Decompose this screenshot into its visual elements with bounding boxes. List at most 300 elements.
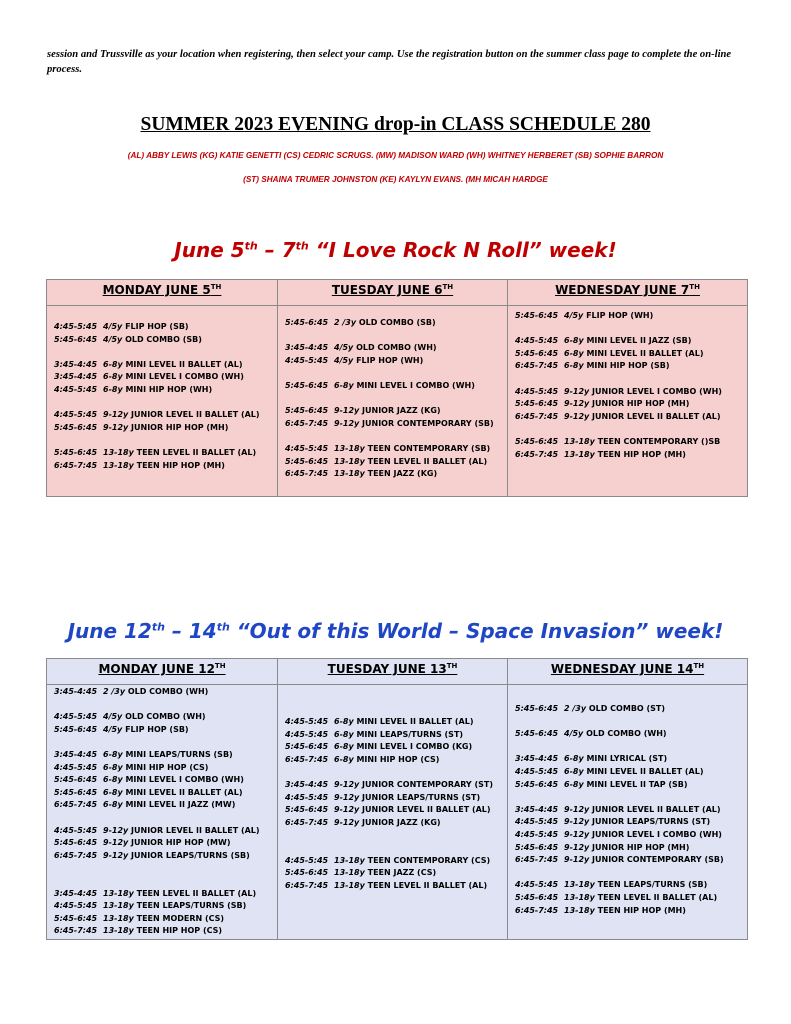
class-age: 9-12y [334, 406, 360, 416]
class-name: OLD COMBO (WH) [356, 343, 437, 353]
class-entry [48, 422, 276, 435]
class-age: 13-18y [334, 880, 365, 890]
class-entry [509, 905, 746, 918]
class-time: 5:45-6:45 [54, 838, 98, 848]
class-name: JUNIOR CONTEMPORARY (SB) [592, 855, 724, 865]
spacer [279, 842, 506, 855]
class-name: TEEN JAZZ (CS) [367, 868, 437, 878]
class-time: 5:45-6:45 [285, 456, 329, 466]
class-entry [509, 436, 746, 449]
page-title: SUMMER 2023 EVENING drop-in CLASS SCHEDULE 280 [140, 114, 651, 135]
class-name: JUNIOR LEVEL II BALLET (AL) [592, 411, 721, 421]
spacer [48, 875, 276, 888]
class-name: JUNIOR LEVEL II BALLET (AL) [131, 825, 260, 835]
class-age: 9-12y [334, 805, 360, 815]
class-entry [279, 779, 506, 792]
class-entry [48, 925, 276, 938]
class-name: JUNIOR LEVEL I COMBO (WH) [592, 386, 722, 396]
class-time: 4:45-5:45 [54, 762, 98, 772]
class-entry [279, 741, 506, 754]
class-age: 2 /3y [564, 704, 587, 713]
class-age: 13-18y [103, 913, 134, 923]
class-age: 6-8y [103, 372, 123, 382]
class-age: 6-8y [103, 762, 123, 772]
class-name: OLD COMBO (ST) [588, 704, 666, 713]
class-name: TEEN HIP HOP (CS) [136, 926, 223, 936]
class-entry [509, 386, 746, 399]
class-name: JUNIOR LEAPS/TURNS (ST) [362, 792, 481, 802]
class-entry [509, 766, 746, 779]
class-time: 4:45-5:45 [285, 855, 329, 865]
class-name: JUNIOR HIP HOP (MH) [592, 399, 690, 409]
class-age: 9-12y [564, 855, 590, 865]
class-entry [279, 729, 506, 742]
class-entry [48, 321, 276, 334]
week1-title: June 5th – 7th “I Love Rock N Roll” week! [174, 238, 617, 262]
class-entry [509, 842, 746, 855]
class-name: OLD COMBO (WH) [125, 712, 206, 722]
class-name: JUNIOR LEVEL I COMBO (WH) [592, 829, 722, 839]
class-time: 4:45-5:45 [54, 384, 98, 394]
class-entry [48, 359, 276, 372]
class-entry [279, 355, 506, 368]
class-age: 13-18y [334, 443, 365, 453]
week2-tuesday-cell [278, 685, 508, 940]
class-name: TEEN HIP HOP (MH) [597, 905, 686, 915]
spacer [509, 741, 746, 754]
class-time: 5:45-6:45 [54, 724, 98, 734]
class-age: 9-12y [564, 399, 590, 409]
class-age: 9-12y [334, 418, 360, 428]
week2-day-header: WEDNESDAY JUNE 14TH [508, 659, 748, 685]
class-age: 9-12y [564, 386, 590, 396]
class-age: 4/5y [564, 729, 584, 739]
class-entry [48, 762, 276, 775]
class-entry [279, 456, 506, 469]
week2-schedule-table [46, 658, 748, 940]
class-entry [509, 728, 746, 741]
class-time: 5:45-6:45 [515, 779, 559, 789]
class-time: 6:45-7:45 [285, 880, 329, 890]
class-age: 6-8y [334, 729, 354, 739]
class-entry [48, 888, 276, 901]
class-time: 3:45-4:45 [54, 888, 98, 898]
class-time: 6:45-7:45 [515, 855, 559, 865]
class-time: 5:45-6:45 [515, 729, 559, 739]
class-name: FLIP HOP (WH) [586, 311, 654, 320]
class-entry [48, 711, 276, 724]
class-entry [48, 409, 276, 422]
class-entry [48, 371, 276, 384]
class-name: MINI LEVEL II BALLET (AL) [125, 787, 243, 797]
class-entry [279, 754, 506, 767]
class-age: 9-12y [334, 817, 360, 827]
class-time: 3:45-4:45 [515, 804, 559, 814]
class-time: 6:45-7:45 [285, 817, 329, 827]
class-name: OLD COMBO (SB) [358, 318, 436, 327]
spacer [509, 867, 746, 880]
class-time: 5:45-6:45 [285, 868, 329, 878]
class-entry [509, 335, 746, 348]
class-time: 4:45-5:45 [285, 717, 329, 726]
intro-text: session and Trussville as your location when registering, then select your camp. Use the registration button on the summer class page to complete the on-line process. [47, 49, 732, 75]
class-time: 4:45-5:45 [515, 766, 559, 776]
class-time: 5:45-6:45 [515, 704, 559, 713]
class-name: MINI LEVEL II BALLET (AL) [586, 348, 704, 358]
class-age: 6-8y [564, 754, 584, 764]
class-entry [509, 829, 746, 842]
class-age: 13-18y [103, 926, 134, 936]
class-name: TEEN LEVEL II BALLET (AL) [367, 880, 488, 890]
class-name: TEEN LEAPS/TURNS (SB) [136, 901, 247, 911]
class-entry [48, 913, 276, 926]
class-entry [509, 753, 746, 766]
spacer [509, 373, 746, 386]
week2-monday-cell [47, 685, 278, 940]
class-entry [509, 779, 746, 792]
class-entry [509, 854, 746, 867]
spacer [279, 330, 506, 343]
class-time: 5:45-6:45 [285, 406, 329, 416]
class-name: JUNIOR LEVEL II BALLET (AL) [592, 804, 721, 814]
class-time: 5:45-6:45 [285, 805, 329, 815]
class-name: OLD COMBO (SB) [125, 334, 202, 344]
class-entry [279, 867, 506, 880]
spacer [279, 393, 506, 406]
class-entry [279, 880, 506, 893]
class-age: 9-12y [564, 411, 590, 421]
class-time: 4:45-5:45 [515, 817, 559, 827]
class-name: JUNIOR CONTEMPORARY (SB) [362, 418, 494, 428]
class-entry [279, 716, 506, 729]
class-age: 2 /3y [103, 687, 126, 696]
class-age: 6-8y [103, 775, 123, 785]
spacer [509, 423, 746, 436]
week2-day-header: MONDAY JUNE 12TH [47, 659, 278, 685]
class-name: TEEN MODERN (CS) [136, 913, 225, 923]
class-name: MINI LEVEL I COMBO (WH) [356, 380, 475, 390]
class-entry [279, 380, 506, 393]
class-name: TEEN LEVEL II BALLET (AL) [136, 447, 257, 457]
class-name: OLD COMBO (WH) [586, 729, 667, 739]
class-entry [48, 787, 276, 800]
class-name: JUNIOR JAZZ (KG) [362, 817, 441, 827]
class-age: 9-12y [334, 779, 360, 789]
class-name: MINI HIP HOP (CS) [356, 754, 440, 764]
class-time: 5:45-6:45 [54, 913, 98, 923]
class-time: 5:45-6:45 [515, 842, 559, 852]
class-age: 6-8y [103, 749, 123, 759]
class-age: 6-8y [334, 742, 354, 752]
class-age: 6-8y [103, 787, 123, 797]
class-time: 4:45-5:45 [515, 386, 559, 396]
class-entry [279, 418, 506, 431]
class-age: 9-12y [564, 817, 590, 827]
class-age: 9-12y [564, 804, 590, 814]
class-entry [279, 792, 506, 805]
class-age: 4/5y [334, 355, 354, 365]
class-age: 6-8y [564, 361, 584, 371]
class-age: 13-18y [564, 436, 595, 446]
class-age: 9-12y [334, 792, 360, 802]
week1-day-header: WEDNESDAY JUNE 7TH [508, 280, 748, 306]
class-time: 4:45-5:45 [54, 901, 98, 911]
class-name: TEEN CONTEMPORARY (SB) [367, 443, 491, 453]
spacer [48, 397, 276, 410]
class-time: 4:45-5:45 [285, 792, 329, 802]
class-time: 4:45-5:45 [515, 880, 559, 890]
class-entry [279, 817, 506, 830]
class-age: 13-18y [334, 469, 365, 479]
class-time: 4:45-5:45 [285, 355, 329, 365]
class-age: 9-12y [103, 410, 129, 420]
spacer [48, 812, 276, 825]
class-name: MINI LEVEL II JAZZ (SB) [586, 336, 692, 346]
teachers-line-1: (AL) ABBY LEWIS (KG) KATIE GENETTI (CS) CEDRIC SCRUGS. (MW) MADISON WARD (WH) WHITNEY HERBERET (SB) SOPHIE BARRON [127, 151, 664, 160]
class-age: 6-8y [103, 384, 123, 394]
class-time: 6:45-7:45 [515, 449, 559, 459]
spacer [48, 862, 276, 875]
class-name: TEEN HIP HOP (MH) [136, 460, 225, 470]
class-name: TEEN HIP HOP (MH) [597, 449, 686, 459]
class-age: 13-18y [103, 460, 134, 470]
week2-wednesday-cell [508, 685, 748, 940]
class-name: MINI HIP HOP (SB) [586, 361, 670, 371]
class-name: JUNIOR LEVEL II BALLET (AL) [362, 805, 491, 815]
class-time: 6:45-7:45 [285, 418, 329, 428]
class-name: MINI LEAPS/TURNS (ST) [356, 729, 464, 739]
class-entry [509, 348, 746, 361]
week2-title: June 12th – 14th “Out of this World – Space Invasion” week! [67, 619, 724, 643]
spacer [279, 766, 506, 779]
class-time: 4:45-5:45 [54, 410, 98, 420]
week1-day-header: TUESDAY JUNE 6TH [278, 280, 508, 306]
class-entry [509, 703, 746, 716]
class-time: 4:45-5:45 [285, 443, 329, 453]
class-entry [48, 724, 276, 737]
class-entry [509, 398, 746, 411]
class-name: JUNIOR LEVEL II BALLET (AL) [131, 410, 260, 420]
class-age: 13-18y [334, 456, 365, 466]
class-name: MINI LEVEL II BALLET (AL) [125, 359, 243, 369]
class-time: 3:45-4:45 [54, 749, 98, 759]
week1-monday-cell [47, 306, 278, 497]
class-age: 9-12y [103, 838, 129, 848]
class-age: 13-18y [564, 892, 595, 902]
class-entry [48, 837, 276, 850]
class-time: 3:45-4:45 [54, 687, 98, 696]
class-name: OLD COMBO (WH) [127, 687, 209, 696]
class-time: 4:45-5:45 [515, 336, 559, 346]
class-entry [509, 360, 746, 373]
class-time: 5:45-6:45 [54, 422, 98, 432]
class-time: 4:45-5:45 [285, 729, 329, 739]
class-entry [279, 405, 506, 418]
class-time: 5:45-6:45 [54, 787, 98, 797]
class-time: 5:45-6:45 [54, 775, 98, 785]
class-age: 4/5y [334, 343, 354, 353]
spacer [48, 346, 276, 359]
class-entry [509, 411, 746, 424]
class-entry [509, 449, 746, 462]
week1-day-header: MONDAY JUNE 5TH [47, 280, 278, 306]
class-name: TEEN CONTEMPORARY (CS) [367, 855, 491, 865]
class-entry [48, 749, 276, 762]
spacer [279, 367, 506, 380]
class-name: TEEN LEVEL II BALLET (AL) [597, 892, 718, 902]
class-entry [48, 825, 276, 838]
class-age: 13-18y [564, 905, 595, 915]
class-name: TEEN JAZZ (KG) [367, 469, 438, 479]
spacer [509, 716, 746, 729]
class-time: 6:45-7:45 [515, 361, 559, 371]
class-age: 9-12y [103, 825, 129, 835]
spacer [279, 430, 506, 443]
class-entry [509, 816, 746, 829]
class-entry [48, 774, 276, 787]
spacer [509, 323, 746, 336]
class-time: 4:45-5:45 [54, 322, 98, 331]
class-age: 4/5y [103, 712, 123, 722]
spacer [48, 434, 276, 447]
class-age: 6-8y [334, 717, 354, 726]
class-age: 9-12y [103, 850, 129, 860]
week1-schedule-table [46, 279, 748, 497]
class-age: 4/5y [103, 724, 123, 734]
class-name: TEEN LEVEL II BALLET (AL) [136, 888, 257, 898]
class-time: 6:45-7:45 [515, 411, 559, 421]
class-entry [509, 879, 746, 892]
class-age: 6-8y [334, 754, 354, 764]
class-time: 3:45-4:45 [515, 754, 559, 764]
class-time: 5:45-6:45 [54, 447, 98, 457]
class-name: TEEN LEAPS/TURNS (SB) [597, 880, 708, 890]
spacer [279, 829, 506, 842]
week1-tuesday-cell [278, 306, 508, 497]
class-age: 6-8y [334, 380, 354, 390]
class-name: JUNIOR CONTEMPORARY (ST) [362, 779, 494, 789]
class-age: 13-18y [564, 449, 595, 459]
class-name: MINI LEVEL II JAZZ (MW) [125, 800, 236, 810]
teachers-line-2: (ST) SHAINA TRUMER JOHNSTON (KE) KAYLYN EVANS. (MH MICAH HARDGE [243, 175, 548, 184]
class-name: JUNIOR HIP HOP (MW) [131, 838, 231, 848]
class-name: MINI LEVEL II BALLET (AL) [586, 766, 704, 776]
class-age: 6-8y [103, 800, 123, 810]
class-name: MINI LEVEL I COMBO (WH) [125, 372, 244, 382]
class-age: 4/5y [103, 322, 123, 331]
class-time: 4:45-5:45 [54, 825, 98, 835]
class-time: 6:45-7:45 [54, 926, 98, 936]
class-time: 5:45-6:45 [285, 742, 329, 752]
class-entry [48, 799, 276, 812]
class-time: 5:45-6:45 [515, 348, 559, 358]
class-name: MINI LEAPS/TURNS (SB) [125, 749, 233, 759]
spacer [509, 791, 746, 804]
class-age: 13-18y [103, 447, 134, 457]
spacer [48, 736, 276, 749]
class-name: JUNIOR HIP HOP (MH) [592, 842, 690, 852]
class-name: TEEN CONTEMPORARY ()SB [597, 436, 721, 446]
class-entry [48, 460, 276, 473]
class-age: 13-18y [334, 868, 365, 878]
class-time: 3:45-4:45 [54, 372, 98, 382]
class-time: 4:45-5:45 [515, 829, 559, 839]
class-entry [509, 804, 746, 817]
class-time: 6:45-7:45 [54, 460, 98, 470]
class-entry [279, 443, 506, 456]
class-entry [48, 447, 276, 460]
class-entry [48, 384, 276, 397]
class-age: 13-18y [334, 855, 365, 865]
class-age: 6-8y [564, 766, 584, 776]
class-time: 6:45-7:45 [515, 905, 559, 915]
class-name: MINI LYRICAL (ST) [586, 754, 668, 764]
class-age: 13-18y [564, 880, 595, 890]
class-age: 9-12y [564, 842, 590, 852]
class-entry [509, 310, 746, 323]
class-name: MINI LEVEL I COMBO (KG) [356, 742, 473, 752]
class-time: 6:45-7:45 [285, 469, 329, 479]
class-name: JUNIOR JAZZ (KG) [362, 406, 441, 416]
class-name: MINI HIP HOP (WH) [125, 384, 213, 394]
class-time: 3:45-4:45 [285, 779, 329, 789]
class-age: 2 /3y [334, 318, 357, 327]
class-name: JUNIOR HIP HOP (MH) [131, 422, 229, 432]
class-entry [279, 342, 506, 355]
class-age: 9-12y [564, 829, 590, 839]
class-entry [279, 855, 506, 868]
class-age: 6-8y [103, 359, 123, 369]
class-time: 6:45-7:45 [285, 754, 329, 764]
class-name: FLIP HOP (WH) [356, 355, 424, 365]
class-name: FLIP HOP (SB) [125, 322, 189, 331]
class-time: 6:45-7:45 [54, 850, 98, 860]
class-time: 5:45-6:45 [515, 399, 559, 409]
class-name: JUNIOR LEAPS/TURNS (SB) [131, 850, 250, 860]
class-name: MINI LEVEL II TAP (SB) [586, 779, 688, 789]
class-age: 4/5y [564, 311, 584, 320]
class-time: 5:45-6:45 [515, 892, 559, 902]
class-time: 3:45-4:45 [285, 343, 329, 353]
class-age: 13-18y [103, 901, 134, 911]
class-name: FLIP HOP (SB) [125, 724, 189, 734]
class-time: 5:45-6:45 [285, 318, 329, 327]
class-entry [509, 892, 746, 905]
class-entry [279, 317, 506, 330]
class-age: 6-8y [564, 336, 584, 346]
class-time: 6:45-7:45 [54, 800, 98, 810]
class-name: MINI LEVEL II BALLET (AL) [356, 717, 474, 726]
spacer [48, 699, 276, 712]
class-entry [279, 468, 506, 481]
class-time: 5:45-6:45 [54, 334, 98, 344]
class-name: JUNIOR LEAPS/TURNS (ST) [592, 817, 711, 827]
class-time: 5:45-6:45 [285, 380, 329, 390]
class-entry [48, 900, 276, 913]
class-entry [48, 850, 276, 863]
class-age: 13-18y [103, 888, 134, 898]
class-entry [279, 804, 506, 817]
class-name: MINI HIP HOP (CS) [125, 762, 209, 772]
class-name: MINI LEVEL I COMBO (WH) [125, 775, 244, 785]
class-entry [48, 686, 276, 699]
class-age: 4/5y [103, 334, 123, 344]
week1-wednesday-cell [508, 306, 748, 497]
class-time: 5:45-6:45 [515, 436, 559, 446]
class-age: 9-12y [103, 422, 129, 432]
class-time: 5:45-6:45 [515, 311, 559, 320]
week2-day-header: TUESDAY JUNE 13TH [278, 659, 508, 685]
